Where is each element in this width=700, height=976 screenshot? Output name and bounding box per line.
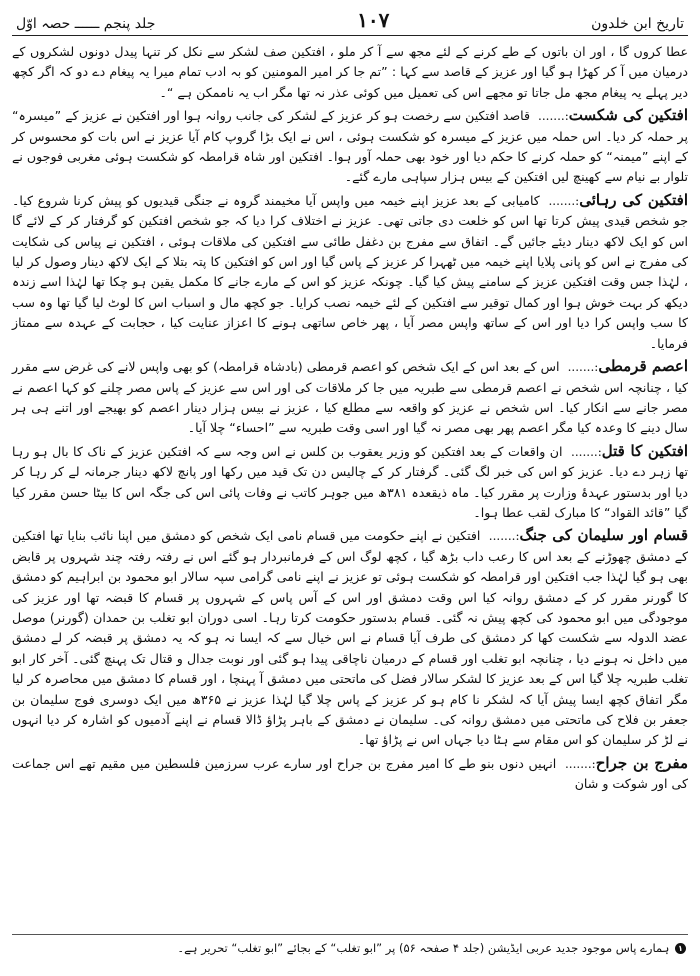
footnote-marker: ١ xyxy=(675,943,686,954)
paragraph-mufarrij xyxy=(12,753,688,795)
paragraph-aftakin-defeat xyxy=(12,105,688,188)
paragraph-intro xyxy=(12,42,688,103)
paragraph-aftakin-killing xyxy=(12,441,688,524)
page-number: ۱۰۷ xyxy=(357,8,390,32)
paragraph-text: ان واقعات کے بعد افتکین کو وزیر یعقوب بن کلس نے اس وجہ سے کہ افتکین عزیز کے ناک کا بال ہو رہا تھا زہر دے دیا۔ عزیز کو اس کی خبر لگ گئی۔ گرفتار کر کے چالیس دن تک قید میں رکھا اور پانچ لاکھ دینار جرمانہ لے کر رہا کر دیا اور بدستور عہدۂ وزارت پر مقرر کیا۔ ماہ ذیقعدہ ۳۸۱ھ میں جوہر کاتب نے وفات پائی اس کی جگہ اس کا بیٹا حسن مقرر کیا گیا ”قائد القواد“ کا مبارک لقب عطا ہوا۔ xyxy=(12,443,688,520)
paragraph-text: قاصد افتکین سے رخصت ہو کر عزیز کے لشکر کی جانب روانہ ہوا اور افتکین نے عزیز کے ”میسرہ“ پر حملہ کر دیا۔ اس حملہ میں عزیز کے میسرہ کو شکست ہوئی ، اس نے ایک بڑا گروپ کام آیا عزیز نے اس بات کو محسوس کر کے اپنے ”میمنہ“ کو حملہ کرنے کا حکم دیا اور خود بھی حملہ آور ہوا۔ افتکین اور شاہ قرامطہ کو شکست ہوئی مغربی فوجوں نے تلوار بے نیام سے کھینچ لیں افتکین کے بیس ہزار سپاہی مارے گئے۔ xyxy=(12,108,688,185)
section-heading: افتکین کا قتل:....... xyxy=(571,441,688,460)
section-heading: قسام اور سلیمان کی جنگ:....... xyxy=(488,526,688,545)
footnote-text: ہمارے پاس موجود جدید عربی ایڈیشن (جلد ۴ صفحہ ۵۶) پر ”ابو تغلب“ کے بجائے ”ابو تغلب“ تحریر ہے۔ xyxy=(177,941,670,955)
page-body xyxy=(12,42,688,795)
section-heading: اعصم قرمطی:....... xyxy=(567,357,688,376)
book-title: تاریخ ابن خلدون xyxy=(591,16,684,32)
section-heading: افتکین کی شکست:....... xyxy=(538,106,688,125)
section-heading: افتکین کی رہائی:....... xyxy=(548,190,688,209)
page-header xyxy=(12,6,688,36)
section-heading: مفرج بن جراح:....... xyxy=(564,753,688,772)
paragraph-asam-qarmati xyxy=(12,356,688,439)
paragraph-text: افتکین نے اپنے حکومت میں قسام نامی ایک شخص کو دمشق میں اپنا نائب بنایا تھا افتکین کے دمشق چھوڑنے کے بعد اس کا رعب داب بڑھ گیا ، کچھ لوگ اس کے فرمانبردار ہو گئے اس نے رفتہ رفتہ چند شہروں پر قابض بھی ہو گیا لہٰذا جب افتکین اور قرامطہ کو شکست ہوئی تو عزیز نے اپنے نامی گرامی سپہ سالار ابو محمود بن ابراہیم کو دمشق کا گورنر مقرر کر کے دمشق روانہ کیا اس وقت دمشق اور اس کے آس پاس کے شہروں پر قسام کا قبضہ تھا اور عزیز کی موجودگی میں ابو محمود کی کچھ پیش نہ گئی۔ قسام بدستور حکومت کرتا رہا۔ اسی دوران ابو تغلب بن حمدان (گورنر) موصل عضد الدولہ سے شکست کھا کر دمشق کی طرف آیا قسام نے اس خیال سے کہ ایسا نہ ہو کہ یہ دمشق پر قبضہ کر لے دمشق میں داخل نہ ہونے دیا ، چنانچہ ابو تغلب اور قسام کے درمیان ناچاقی پیدا ہو گئی اور نوبت جدال و قتال تک پہنچ گئی۔ آخر کار ابو تغلب طبریہ چلا گیا اس کے بعد عزیز کا لشکر سالار فضل کی ماتحتی میں دمشق آ پہنچا ، اور قسام کا دمشق میں محاصرہ کر لیا مگر اتفاق کچھ ایسا پیش آیا کہ لشکر نا کام ہو کر عزیز کے پاس چلا گیا لہٰذا عزیز نے ۳۶۵ھ میں ایک دوسری فوج سلیمان بن جعفر بن فلاح کی ماتحتی میں دمشق روانہ کی۔ سلیمان نے دمشق کے باہر پڑاؤ ڈالا قسام نے اپنے آدمیوں کو اشارہ کر دیا انہوں نے لڑ کر سلیمان کو اس مقام سے ہٹا دیا جہاں اس نے پڑاؤ تھا۔ xyxy=(12,528,688,748)
paragraph-aftakin-release xyxy=(12,190,688,354)
footnote-area xyxy=(12,934,688,957)
volume-label: جلد پنجم ــــــ حصہ اوّل xyxy=(16,16,156,32)
paragraph-text: کامیابی کے بعد عزیز اپنے خیمہ میں واپس آیا مخیمند گروہ نے جنگی قیدیوں کو پیش کرنا شروع کیا۔ جو شخص قیدی پیش کرتا تھا اس کو خلعت دی جاتی تھی۔ عزیز نے اختلاف کرا دیا کہ جو شخص افتکین کو گرفتار کر کے لائے گا اس کو ایک لاکھ دینار دیئے جائیں گے۔ اتفاق سے مفرج بن دغفل طائی سے افتکین کی ملاقات ہوئی ، افتکین نے پیاس کی شکایت کی مفرج نے اس کو پانی پلایا اپنے خیمہ میں ٹھہرا کر عزیز کے پاس گیا اور اس کو افتکین کا پتہ بتلا کے ایک لاکھ دینار وصول کر لیا ، لہٰذا جس وقت افتکین عزیز کے سامنے پیش کیا گیا۔ چونکہ عزیز کو اس کے مارے جانے کا مکمل یقین ہو چکا تھا لہٰذا اسے زندہ دیکھ کر بہت خوش ہوا اور کمال توقیر سے افتکین کے لئے خیمہ نصب کرایا۔ جو کچھ مال و اسباب اس کا لوٹ لیا گیا تھا وہ سب کا سب واپس کرا دیا اور اس کے ساتھ واپس مصر آیا ، پھر خاص ساتھی ہونے کا اعزاز عنایت کیا ، حجابت کے عہدہ سے ممتاز فرمایا۔ xyxy=(12,192,688,351)
paragraph-qassam-sulaiman xyxy=(12,525,688,750)
paragraph-text: انہیں دنوں بنو طے کا امیر مفرج بن جراح اور سارے عرب سرزمین فلسطین میں مقیم تھے اس جماعت کی اور شوکت و شان xyxy=(12,755,688,792)
paragraph-text: عطا کروں گا ، اور ان باتوں کے طے کرنے کے لئے مجھ سے آ کر ملو ، افتکین صف لشکر سے نکل کر تنہا پیدل دونوں لشکروں کے درمیان میں آ کر کھڑا ہو گیا اور عزیز کے قاصد سے کہا : ”تم جا کر امیر المومنین کو بہ ادب تمام میرا یہ پیغام دے دو کہ اگر کچھ دیر پہلے یہ پیغام مجھ مل جاتا تو مجھے اس کی تعمیل میں کوئی عذر نہ تھا مگر اب یہ ناممکن ہے “۔ xyxy=(12,44,688,100)
paragraph-text: اس کے بعد اس کے ایک شخص کو اعصم قرمطی (بادشاہ قرامطہ) کو بھی واپس لانے کی غرض سے مقرر کیا ، چنانچہ اس شخص نے اعصم قرمطی سے طبریہ میں جا کر ملاقات کی اور اس سے عزیز کے پاس مصر چلنے کو کہا اعصم نے مصر جانے سے انکار کیا۔ اس شخص نے عزیز کو واقعہ سے مطلع کیا ، عزیز نے بیس ہزار دینار اعصم کو بھیجے اور اتنے ہی ہر سال دینے کا وعدہ کیا مگر اعصم پھر بھی مصر نہ گیا اور اسی وقت طبریہ سے ”احساء“ چلا آیا۔ xyxy=(12,359,688,436)
